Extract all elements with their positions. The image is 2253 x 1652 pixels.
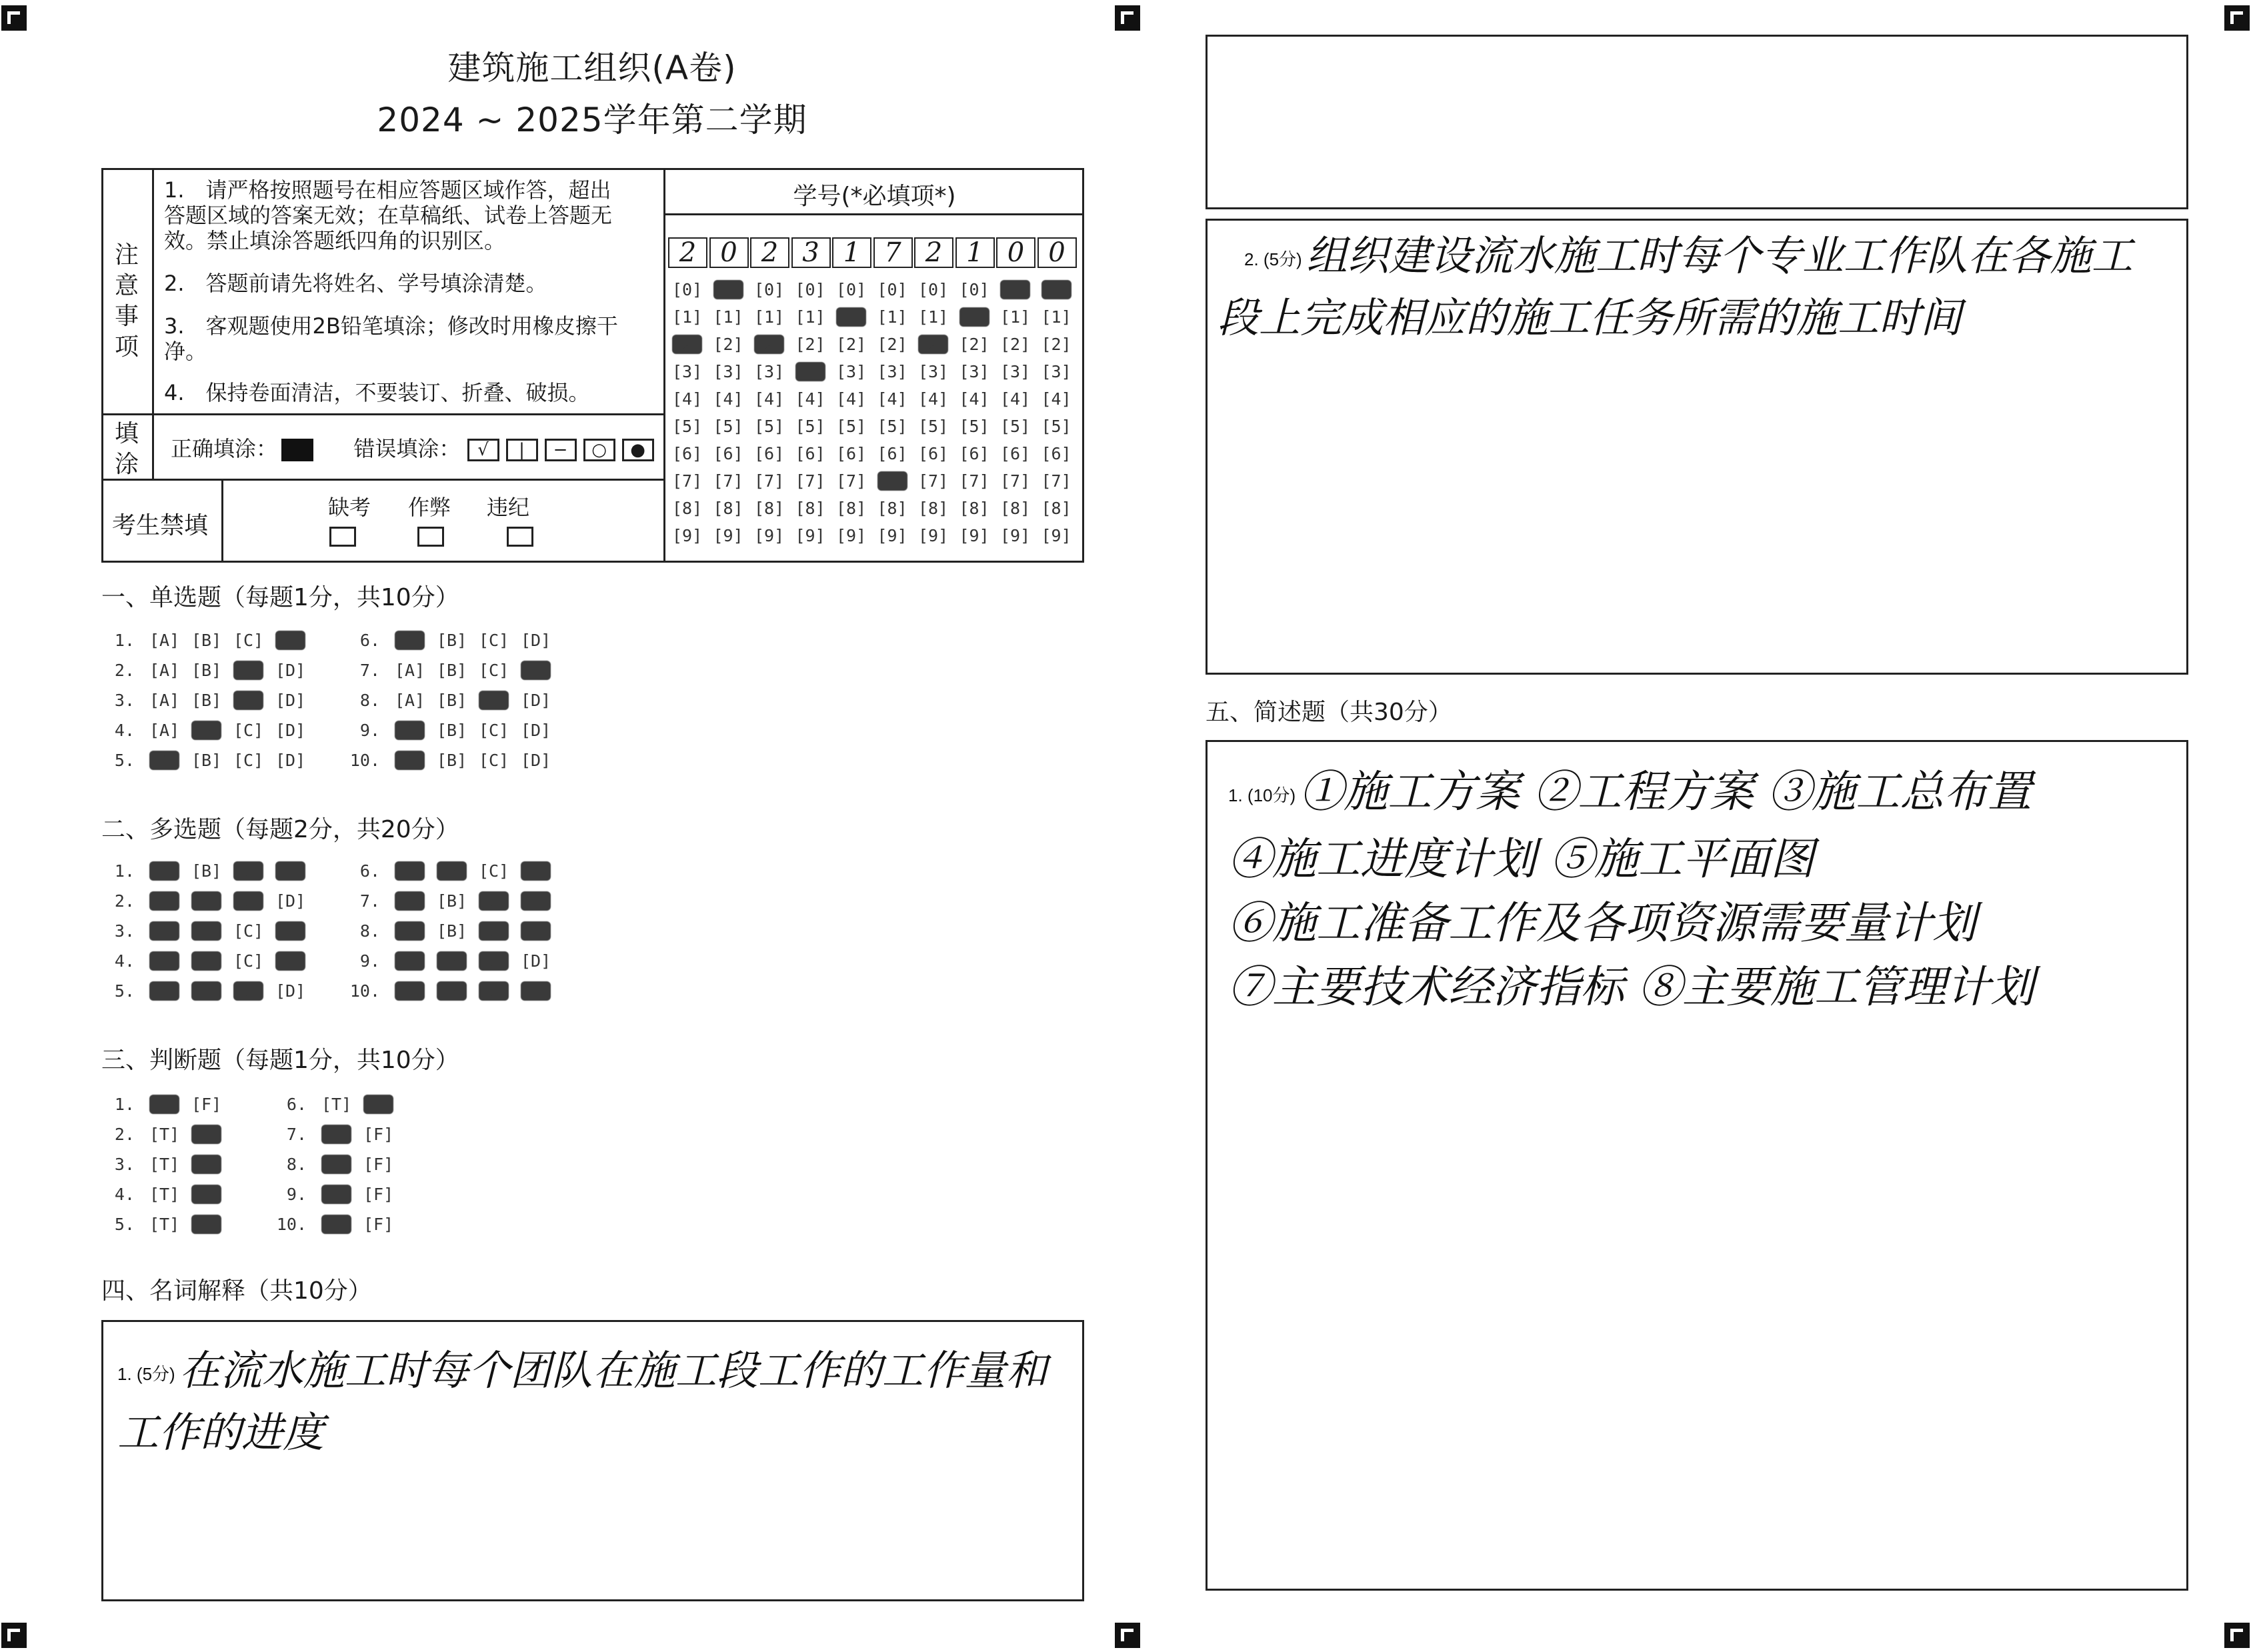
student-id-bubble[interactable]: [4] (836, 389, 867, 409)
student-id-bubble[interactable]: [9] (754, 526, 785, 545)
student-id-bubble[interactable]: [4] (1041, 389, 1071, 409)
term-explain-heading: 四、名词解释（共10分） (101, 1277, 372, 1305)
student-id-bubble[interactable]: [5] (795, 417, 825, 436)
single-choice-option-c[interactable]: [C] (233, 691, 264, 710)
multi-choice-option-d[interactable]: [D] (275, 951, 306, 971)
student-id-digit-cell[interactable]: 2 (750, 237, 789, 268)
student-id-bubble[interactable]: [8] (918, 499, 949, 518)
multi-choice-option-a[interactable]: [A] (395, 861, 425, 881)
multi-choice-option-d[interactable]: [D] (275, 891, 306, 911)
multi-choice-option-a[interactable]: [A] (395, 891, 425, 911)
multi-choice-option-a[interactable]: [A] (149, 891, 180, 911)
student-id-bubble[interactable]: [9] (713, 526, 743, 545)
true-false-option-f[interactable]: [F] (363, 1215, 394, 1234)
student-id-bubble[interactable]: [5] (836, 417, 867, 436)
term-explain-q1-label: 1. (5分) (117, 1363, 175, 1384)
multi-choice-option-a[interactable]: [A] (395, 951, 425, 971)
status-absent-label: 缺考 (328, 495, 371, 520)
student-id-bubble[interactable]: [6] (918, 444, 949, 463)
true-false-option-f[interactable]: [F] (191, 1215, 222, 1234)
multi-choice-option-b[interactable]: [B] (437, 891, 467, 911)
multi-choice-option-c[interactable]: [C] (233, 861, 264, 881)
student-id-bubble[interactable]: [8] (1000, 499, 1031, 518)
multi-choice-number: 7. (359, 891, 380, 911)
single-choice-number: 7. (359, 661, 380, 680)
notice-item-1: 1. 请严格按照题号在相应答题区域作答，超出答题区域的答案无效；在草稿纸、试卷上答题无效。禁止填涂答题纸四角的识别区。 (164, 177, 613, 253)
student-id-bubble[interactable]: [5] (1041, 417, 1071, 436)
student-id-bubble[interactable]: [1] (918, 307, 949, 327)
exam-term: 2024 ~ 2025学年第二学期 (377, 101, 807, 139)
multi-choice-option-b[interactable]: [B] (437, 921, 467, 941)
status-cheat-checkbox[interactable] (417, 527, 444, 547)
multi-choice-option-b[interactable]: [B] (191, 891, 222, 911)
notice-item-3: 3. 客观题使用2B铅笔填涂；修改时用橡皮擦干净。 (164, 313, 618, 364)
term-explain-q1-answer (117, 1341, 1064, 1462)
multi-choice-option-c[interactable]: [C] (479, 921, 509, 941)
student-id-bubble[interactable]: [8] (1041, 499, 1071, 518)
student-id-bubble[interactable]: [3] (713, 362, 743, 381)
student-id-digit-cell[interactable]: 0 (709, 237, 749, 268)
student-id-bubble[interactable]: [7] (672, 471, 703, 491)
true-false-number: 5. (114, 1215, 135, 1234)
single-choice-option-c[interactable]: [C] (479, 721, 509, 740)
single-choice-option-d[interactable]: [D] (521, 631, 551, 650)
student-id-bubble[interactable]: [1] (795, 307, 825, 327)
student-id-bubble[interactable]: [9] (877, 526, 907, 545)
student-id-bubble[interactable]: [6] (1041, 444, 1071, 463)
multi-choice-option-d[interactable]: [D] (521, 861, 551, 881)
student-id-bubble[interactable]: [9] (959, 526, 989, 545)
student-id-bubble[interactable]: [8] (713, 499, 743, 518)
wrong-example-bar: | (506, 439, 538, 461)
student-id-bubble[interactable]: [8] (877, 499, 907, 518)
student-id-bubble[interactable]: [2] (836, 335, 867, 354)
student-id-bubble[interactable]: [4] (959, 389, 989, 409)
wrong-example-dash: − (545, 439, 577, 461)
student-id-bubble[interactable]: [0] (672, 280, 703, 299)
single-choice-option-c[interactable]: [C] (233, 661, 264, 680)
multi-choice-option-a[interactable]: [A] (149, 951, 180, 971)
student-id-bubble[interactable]: [2] (918, 335, 949, 354)
student-id-bubble[interactable]: [8] (959, 499, 989, 518)
multi-choice-number: 3. (114, 921, 135, 941)
short-answer-q1-label: 1. (10分) (1228, 785, 1296, 805)
student-id-bubble[interactable]: [7] (754, 471, 785, 491)
multi-choice-option-d[interactable]: [D] (275, 861, 306, 881)
single-choice-option-b[interactable]: [B] (437, 751, 467, 770)
multi-choice-option-a[interactable]: [A] (149, 981, 180, 1001)
student-id-digit-cell[interactable]: 2 (914, 237, 953, 268)
single-choice-option-c[interactable]: [C] (479, 751, 509, 770)
student-id-bubble[interactable]: [1] (713, 307, 743, 327)
student-id-bubble[interactable]: [6] (877, 444, 907, 463)
single-choice-option-d[interactable]: [D] (521, 661, 551, 680)
student-id-bubble[interactable]: [1] (959, 307, 989, 327)
true-false-option-f[interactable]: [F] (363, 1155, 394, 1174)
student-id-bubble[interactable]: [1] (672, 307, 703, 327)
single-choice-option-b[interactable]: [B] (437, 691, 467, 710)
status-cheat-label: 作弊 (408, 495, 451, 520)
single-choice-number: 8. (359, 691, 380, 710)
single-choice-option-d[interactable]: [D] (275, 751, 306, 770)
single-choice-option-c[interactable]: [C] (479, 631, 509, 650)
multi-choice-option-d[interactable]: [D] (521, 891, 551, 911)
single-choice-number: 9. (359, 721, 380, 740)
correct-fill-swatch (281, 439, 313, 461)
student-id-bubble[interactable]: [0] (795, 280, 825, 299)
student-id-bubble[interactable]: [4] (672, 389, 703, 409)
status-violation-label: 违纪 (487, 495, 530, 520)
student-id-bubble[interactable]: [0] (1041, 280, 1071, 299)
single-choice-number: 2. (114, 661, 135, 680)
short-answer-line-3: ⑥施工准备工作及各项资源需要量计划 (1228, 897, 1976, 949)
true-false-number: 6. (286, 1095, 307, 1114)
student-id-bubble[interactable]: [6] (672, 444, 703, 463)
single-choice-option-b[interactable]: [B] (191, 721, 222, 740)
true-false-option-t[interactable]: [T] (149, 1125, 180, 1144)
single-choice-option-d[interactable]: [D] (275, 631, 306, 650)
multi-choice-option-c[interactable]: [C] (233, 921, 264, 941)
single-choice-number: 1. (114, 631, 135, 650)
student-id-bubble[interactable]: [8] (754, 499, 785, 518)
single-choice-option-c[interactable]: [C] (479, 661, 509, 680)
status-absent-checkbox[interactable] (329, 527, 356, 547)
multi-choice-option-b[interactable]: [B] (191, 951, 222, 971)
multi-choice-option-d[interactable]: [D] (521, 981, 551, 1001)
notice-item-4: 4. 保持卷面清洁，不要装订、折叠、破损。 (164, 380, 590, 405)
student-id-bubble[interactable]: [5] (713, 417, 743, 436)
student-id-bubble[interactable]: [2] (672, 335, 703, 354)
student-id-bubble[interactable]: [9] (836, 526, 867, 545)
student-id-bubble[interactable]: [7] (959, 471, 989, 491)
true-false-option-f[interactable]: [F] (363, 1125, 394, 1144)
single-choice-option-d[interactable]: [D] (521, 691, 551, 710)
true-false-option-t[interactable]: [T] (321, 1095, 352, 1114)
single-choice-option-d[interactable]: [D] (521, 721, 551, 740)
single-choice-option-d[interactable]: [D] (275, 721, 306, 740)
true-false-option-f[interactable]: [F] (191, 1185, 222, 1204)
single-choice-option-c[interactable]: [C] (233, 721, 264, 740)
student-id-digit-cell[interactable]: 0 (996, 237, 1035, 268)
single-choice-option-b[interactable]: [B] (437, 631, 467, 650)
single-choice-option-b[interactable]: [B] (437, 721, 467, 740)
student-id-digit-cell[interactable]: 3 (791, 237, 831, 268)
student-id-bubble[interactable]: [2] (959, 335, 989, 354)
student-id-bubble[interactable]: [4] (795, 389, 825, 409)
student-id-digit-cell[interactable]: 7 (873, 237, 913, 268)
student-id-bubble[interactable]: [9] (795, 526, 825, 545)
student-id-bubble[interactable]: [3] (959, 362, 989, 381)
true-false-option-f[interactable]: [F] (191, 1125, 222, 1144)
true-false-number: 4. (114, 1185, 135, 1204)
short-answer-line-1: 1. (10分)①施工方案 ②工程方案 ③施工总布置 (1228, 766, 2032, 817)
single-choice-number: 5. (114, 751, 135, 770)
true-false-option-f[interactable]: [F] (363, 1185, 394, 1204)
student-id-digit-cell[interactable]: 2 (668, 237, 707, 268)
single-choice-option-b[interactable]: [B] (191, 751, 222, 770)
single-choice-option-a[interactable]: [A] (149, 661, 180, 680)
student-id-bubble[interactable]: [8] (672, 499, 703, 518)
student-id-bubble[interactable]: [4] (713, 389, 743, 409)
right-top-answer-box[interactable] (1206, 35, 2188, 209)
student-id-bubble[interactable]: [3] (795, 362, 825, 381)
wrong-fill-label: 错误填涂： (353, 436, 461, 461)
corner-marker-top-right (2224, 5, 2250, 31)
student-id-bubble[interactable]: [2] (795, 335, 825, 354)
single-choice-option-a[interactable]: [A] (395, 661, 425, 680)
single-choice-number: 6. (359, 631, 380, 650)
student-id-bubble[interactable]: [3] (754, 362, 785, 381)
status-violation-checkbox[interactable] (507, 527, 533, 547)
single-choice-option-b[interactable]: [B] (191, 691, 222, 710)
single-choice-option-c[interactable]: [C] (479, 691, 509, 710)
student-id-bubble[interactable]: [7] (836, 471, 867, 491)
wrong-example-dot: ● (622, 439, 654, 461)
corner-marker-bottom-center (1115, 1623, 1140, 1648)
student-id-bubble[interactable]: [4] (877, 389, 907, 409)
student-id-bubble[interactable]: [3] (1041, 362, 1071, 381)
student-id-bubble[interactable]: [2] (1000, 335, 1031, 354)
student-id-bubble[interactable]: [7] (918, 471, 949, 491)
true-false-option-t[interactable]: [T] (321, 1155, 352, 1174)
multi-choice-option-b[interactable]: [B] (191, 861, 222, 881)
multi-choice-option-b[interactable]: [B] (191, 981, 222, 1001)
true-false-number: 1. (114, 1095, 135, 1114)
multi-choice-number: 9. (359, 951, 380, 971)
true-false-option-f[interactable]: [F] (191, 1095, 222, 1114)
student-id-bubble[interactable]: [1] (754, 307, 785, 327)
student-id-bubble[interactable]: [4] (1000, 389, 1031, 409)
student-id-bubble[interactable]: [5] (959, 417, 989, 436)
student-id-digit-cell[interactable]: 1 (955, 237, 995, 268)
student-id-bubble[interactable]: [2] (754, 335, 785, 354)
student-id-digit-cell[interactable]: 0 (1037, 237, 1077, 268)
notice-item-2: 2. 答题前请先将姓名、学号填涂清楚。 (164, 271, 547, 296)
student-id-bubble[interactable]: [5] (672, 417, 703, 436)
student-id-bubble[interactable]: [3] (836, 362, 867, 381)
student-id-bubble[interactable]: [8] (795, 499, 825, 518)
student-id-bubble[interactable]: [6] (795, 444, 825, 463)
single-choice-option-c[interactable]: [C] (233, 751, 264, 770)
student-id-bubble[interactable]: [5] (877, 417, 907, 436)
fill-example-row (171, 432, 661, 463)
student-id-bubble[interactable]: [3] (1000, 362, 1031, 381)
student-id-bubble[interactable]: [2] (713, 335, 743, 354)
true-false-option-f[interactable]: [F] (363, 1095, 394, 1114)
student-id-bubble[interactable]: [0] (877, 280, 907, 299)
student-id-bubble[interactable]: [0] (713, 280, 743, 299)
student-id-bubble[interactable]: [7] (1000, 471, 1031, 491)
multi-choice-option-a[interactable]: [A] (149, 861, 180, 881)
student-id-bubble[interactable]: [3] (672, 362, 703, 381)
student-id-bubble[interactable]: [3] (918, 362, 949, 381)
student-id-bubble[interactable]: [6] (754, 444, 785, 463)
single-choice-option-c[interactable]: [C] (233, 631, 264, 650)
notice-label: 注意事项 (114, 241, 139, 361)
wrong-example-circle: ○ (583, 439, 615, 461)
student-id-bubble[interactable]: [5] (1000, 417, 1031, 436)
student-id-bubble[interactable]: [0] (836, 280, 867, 299)
term-explain-q1-text: 在流水施工时每个团队在施工段工作的工作量和工作的进度 (117, 1346, 1047, 1457)
short-answer-line-4: ⑦主要技术经济指标 ⑧主要施工管理计划 (1228, 961, 2034, 1013)
student-id-bubble[interactable]: [6] (713, 444, 743, 463)
exam-status-label: 考生禁填 (112, 512, 209, 539)
correct-fill-label: 正确填涂： (171, 436, 278, 461)
student-id-bubble[interactable]: [0] (959, 280, 989, 299)
student-id-bubble[interactable]: [6] (959, 444, 989, 463)
multi-choice-option-d[interactable]: [D] (275, 981, 306, 1001)
single-choice-option-a[interactable]: [A] (149, 751, 180, 770)
multi-choice-number: 2. (114, 891, 135, 911)
student-id-label: 学号(*必填项*) (793, 183, 956, 210)
multi-choice-number: 8. (359, 921, 380, 941)
multi-choice-option-d[interactable]: [D] (521, 921, 551, 941)
student-id-bubble[interactable]: [6] (836, 444, 867, 463)
student-id-bubble[interactable]: [2] (877, 335, 907, 354)
exam-title: 建筑施工组织(A卷) (447, 49, 737, 87)
multi-choice-number: 4. (114, 951, 135, 971)
student-id-bubble[interactable]: [1] (877, 307, 907, 327)
multi-choice-number: 6. (359, 861, 380, 881)
true-false-number: 2. (114, 1125, 135, 1144)
multi-choice-option-a[interactable]: [A] (395, 981, 425, 1001)
true-false-option-t[interactable]: [T] (149, 1185, 180, 1204)
single-choice-option-a[interactable]: [A] (395, 751, 425, 770)
single-choice-option-b[interactable]: [B] (437, 661, 467, 680)
multi-choice-option-c[interactable]: [C] (479, 951, 509, 971)
corner-marker-top-left (1, 5, 27, 31)
single-choice-option-a[interactable]: [A] (149, 631, 180, 650)
student-id-bubble[interactable]: [0] (918, 280, 949, 299)
multi-choice-option-c[interactable]: [C] (233, 981, 264, 1001)
multi-choice-option-b[interactable]: [B] (437, 861, 467, 881)
single-choice-heading: 一、单选题（每题1分，共10分） (101, 584, 459, 611)
single-choice-option-b[interactable]: [B] (191, 631, 222, 650)
student-id-bubble[interactable]: [7] (877, 471, 907, 491)
short-answer-line-2: ④施工进度计划 ⑤施工平面图 (1228, 833, 1814, 885)
single-choice-option-a[interactable]: [A] (149, 721, 180, 740)
single-choice-option-d[interactable]: [D] (275, 661, 306, 680)
corner-marker-top-center (1115, 5, 1140, 31)
single-choice-option-a[interactable]: [A] (395, 691, 425, 710)
multi-choice-option-c[interactable]: [C] (479, 891, 509, 911)
multi-choice-number: 1. (114, 861, 135, 881)
student-id-bubble[interactable]: [9] (672, 526, 703, 545)
multi-choice-option-a[interactable]: [A] (395, 921, 425, 941)
single-choice-number: 3. (114, 691, 135, 710)
true-false-option-t[interactable]: [T] (149, 1095, 180, 1114)
multi-choice-option-b[interactable]: [B] (191, 921, 222, 941)
student-id-bubble[interactable]: [7] (795, 471, 825, 491)
corner-marker-bottom-right (2224, 1623, 2250, 1648)
multi-choice-option-a[interactable]: [A] (149, 921, 180, 941)
student-id-digit-cell[interactable]: 1 (832, 237, 871, 268)
student-id-bubble[interactable]: [2] (1041, 335, 1071, 354)
single-choice-number: 10. (349, 751, 380, 770)
student-id-bubble[interactable]: [0] (1000, 280, 1031, 299)
term-explain-q2-text: 组织建设流水施工时每个专业工作队在各施工段上完成相应的施工任务所需的施工时间 (1218, 231, 2133, 342)
wrong-example-check: √ (467, 439, 499, 461)
student-id-bubble[interactable]: [9] (918, 526, 949, 545)
single-choice-option-b[interactable]: [B] (191, 661, 222, 680)
true-false-number: 8. (286, 1155, 307, 1174)
single-choice-option-a[interactable]: [A] (149, 691, 180, 710)
single-choice-option-d[interactable]: [D] (521, 751, 551, 770)
true-false-option-t[interactable]: [T] (321, 1215, 352, 1234)
short-answer-heading: 五、简述题（共30分） (1206, 699, 1452, 726)
student-id-bubble[interactable]: [1] (836, 307, 867, 327)
single-choice-option-a[interactable]: [A] (395, 721, 425, 740)
student-id-bubble[interactable]: [0] (754, 280, 785, 299)
student-id-bubble[interactable]: [7] (713, 471, 743, 491)
student-id-bubble[interactable]: [7] (1041, 471, 1071, 491)
student-id-bubble[interactable]: [1] (1000, 307, 1031, 327)
true-false-option-t[interactable]: [T] (321, 1125, 352, 1144)
student-id-bubble[interactable]: [9] (1041, 526, 1071, 545)
fill-label: 填涂 (114, 420, 139, 478)
single-choice-option-d[interactable]: [D] (275, 691, 306, 710)
multi-choice-option-b[interactable]: [B] (437, 951, 467, 971)
true-false-option-t[interactable]: [T] (321, 1185, 352, 1204)
true-false-number: 7. (286, 1125, 307, 1144)
multi-choice-number: 10. (349, 981, 380, 1001)
true-false-number: 9. (286, 1185, 307, 1204)
multi-choice-option-c[interactable]: [C] (479, 981, 509, 1001)
student-id-bubble[interactable]: [1] (1041, 307, 1071, 327)
multi-choice-option-c[interactable]: [C] (479, 861, 509, 881)
true-false-number: 10. (276, 1215, 307, 1234)
student-id-bubble[interactable]: [6] (1000, 444, 1031, 463)
true-false-number: 3. (114, 1155, 135, 1174)
multi-choice-option-d[interactable]: [D] (521, 951, 551, 971)
multi-choice-option-c[interactable]: [C] (233, 891, 264, 911)
single-choice-option-a[interactable]: [A] (395, 631, 425, 650)
multi-choice-heading: 二、多选题（每题2分，共20分） (101, 816, 459, 843)
true-false-option-t[interactable]: [T] (149, 1215, 180, 1234)
short-answer-q1-answer (1228, 760, 2175, 1019)
student-id-bubble[interactable]: [3] (877, 362, 907, 381)
multi-choice-option-b[interactable]: [B] (437, 981, 467, 1001)
student-id-bubble[interactable]: [5] (918, 417, 949, 436)
multi-choice-option-d[interactable]: [D] (275, 921, 306, 941)
student-id-bubble[interactable]: [8] (836, 499, 867, 518)
multi-choice-number: 5. (114, 981, 135, 1001)
true-false-option-f[interactable]: [F] (191, 1155, 222, 1174)
multi-choice-option-c[interactable]: [C] (233, 951, 264, 971)
student-id-bubble[interactable]: [5] (754, 417, 785, 436)
corner-marker-bottom-left (1, 1623, 27, 1648)
student-id-bubble[interactable]: [4] (918, 389, 949, 409)
term-explain-q2-label: 2. (5分) (1244, 249, 1302, 269)
true-false-heading: 三、判断题（每题1分，共10分） (101, 1047, 459, 1074)
student-id-bubble[interactable]: [9] (1000, 526, 1031, 545)
term-explain-q2-answer (1218, 227, 2171, 347)
single-choice-number: 4. (114, 721, 135, 740)
true-false-option-t[interactable]: [T] (149, 1155, 180, 1174)
student-id-bubble[interactable]: [4] (754, 389, 785, 409)
